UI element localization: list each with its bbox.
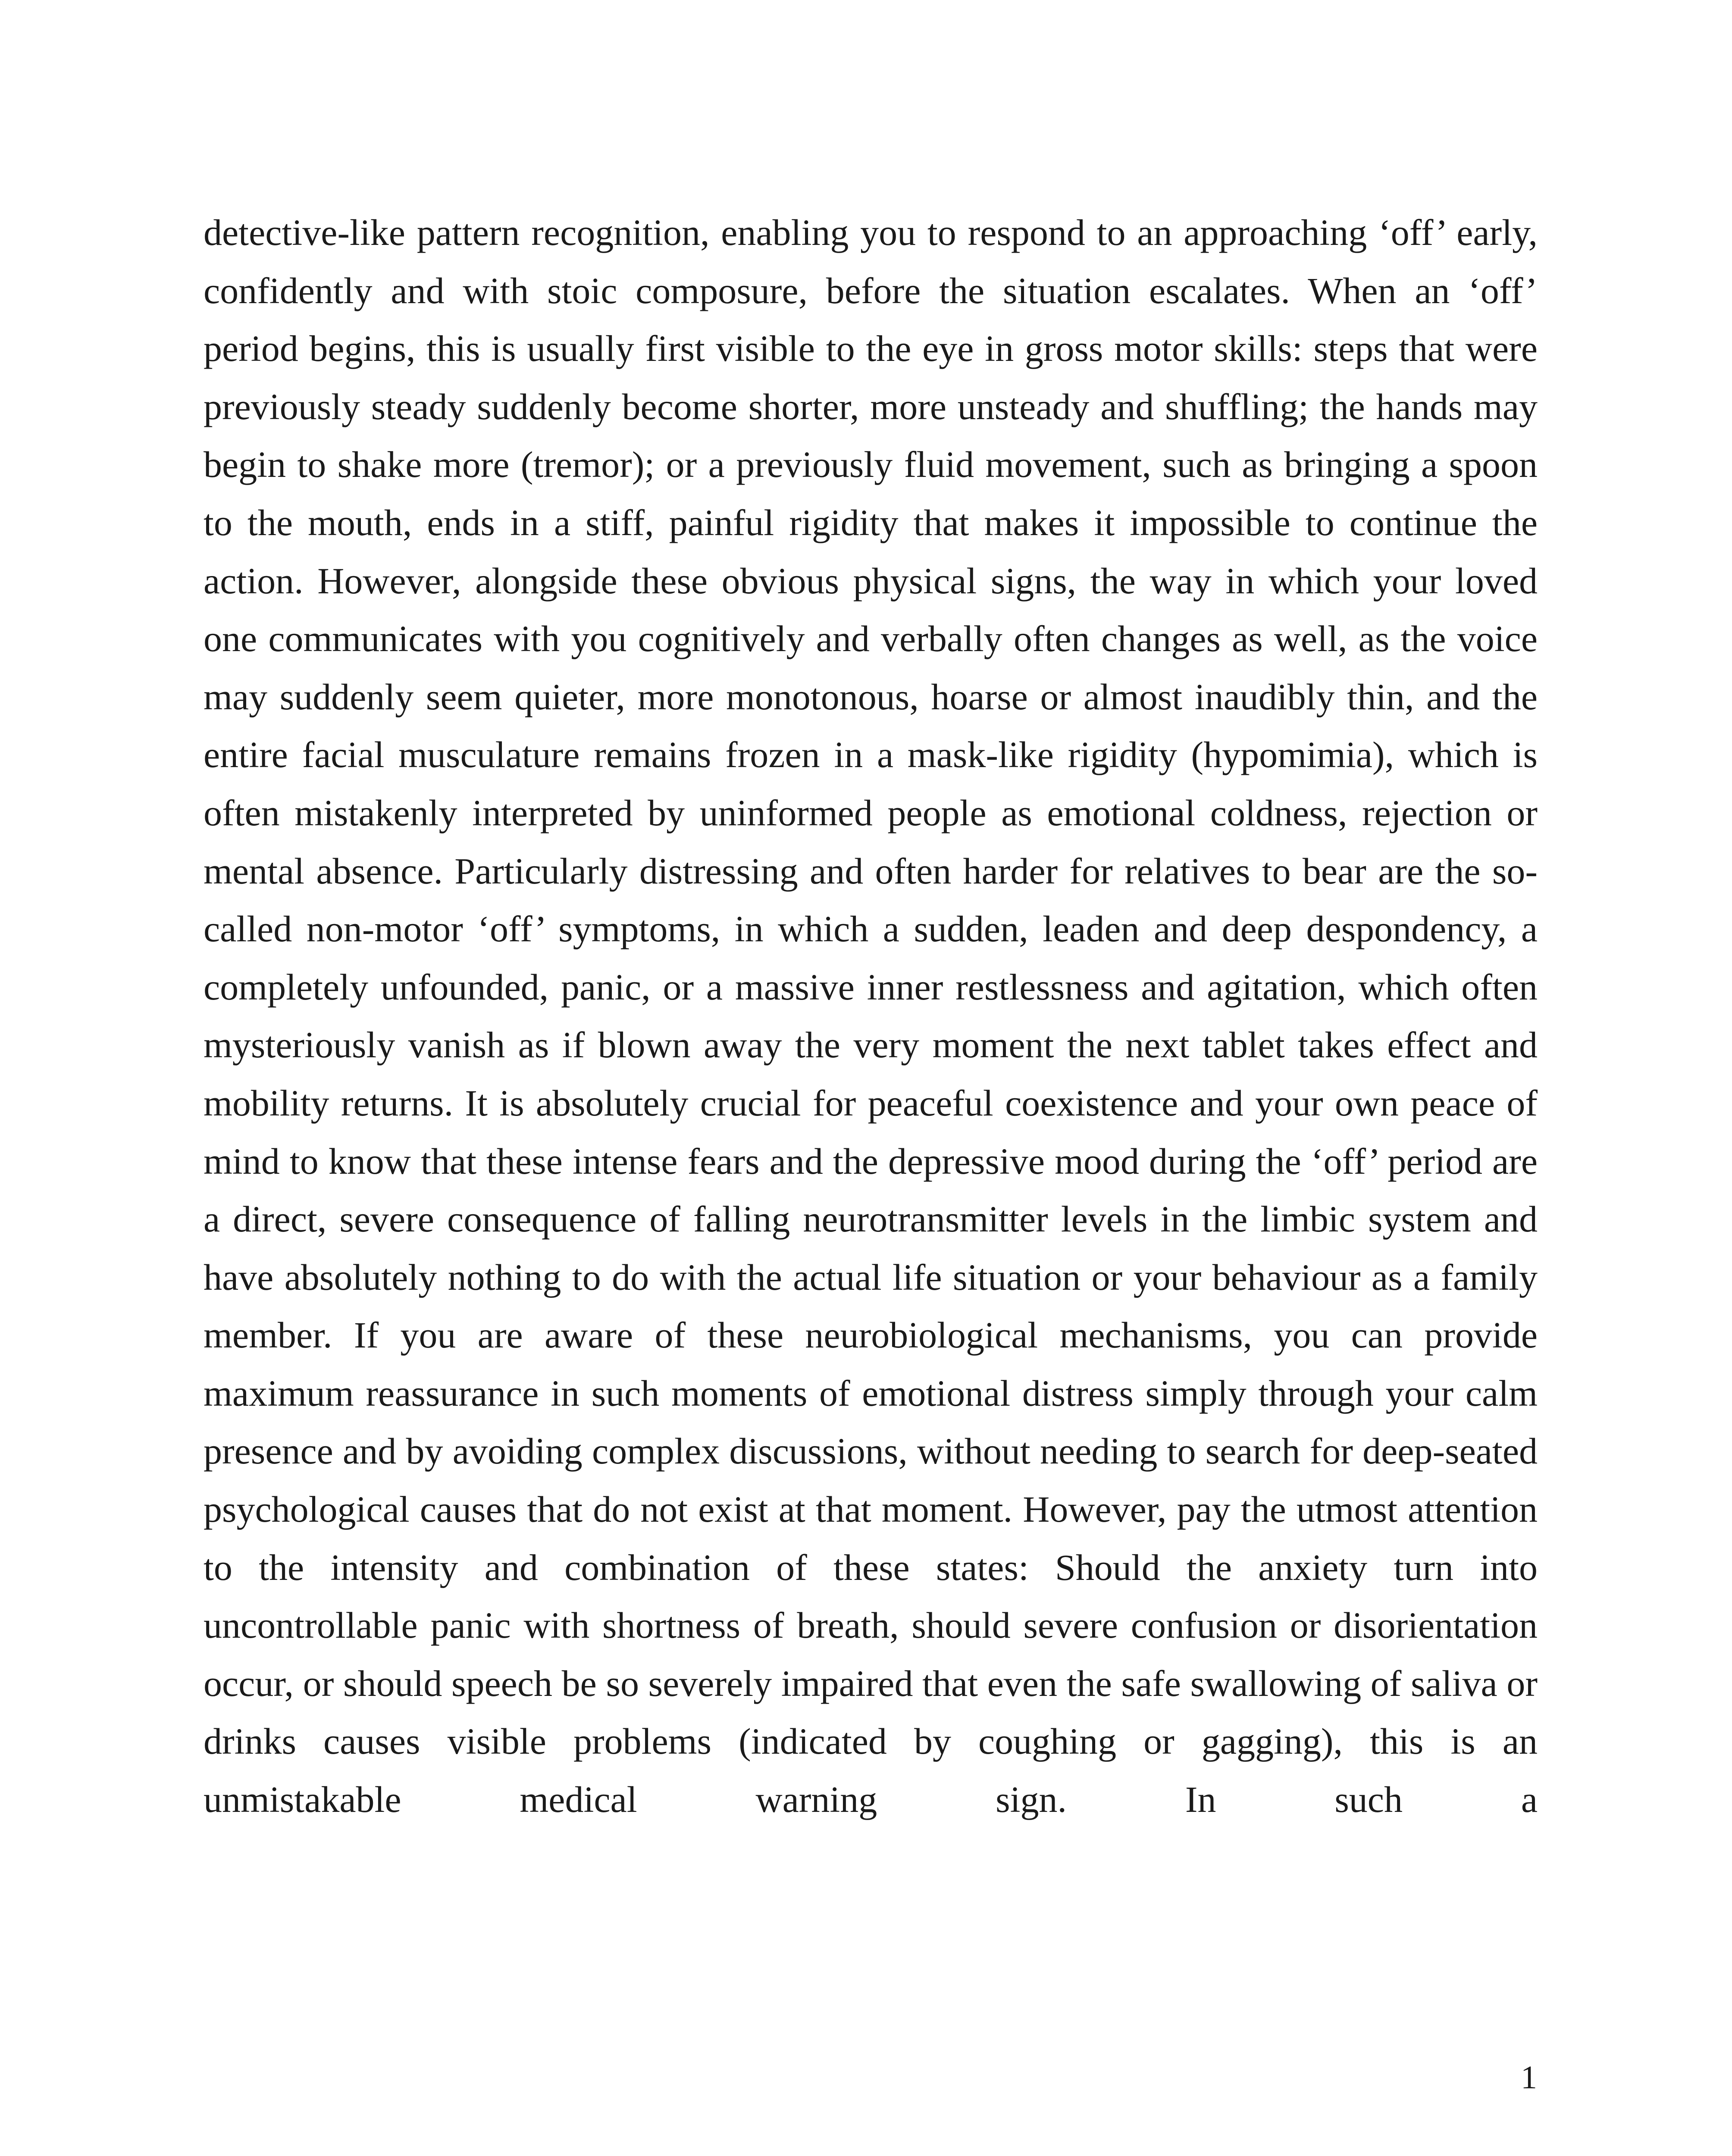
body-paragraph: detective-like pattern recognition, enabling you to respond to an approaching ‘off’ early, confidently and with stoic composure, before the situation escalates. When an ‘off’ period begins, this is usually first visible to the eye in gross motor skills: steps that were previously steady suddenly become shorter, more unsteady and shuffling; the hands may begin to shake more (tremor); or a previously fluid movement, such as bringing a spoon to the mouth, ends in a stiff, painful rigidity that makes it impossible to continue the action. However, alongside these obvious physical signs, the way in which your loved one communicates with you cognitively and verbally often changes as well, as the voice may suddenly seem quieter, more monotonous, hoarse or almost inaudibly thin, and the entire facial musculature remains frozen in a mask-like rigidity (hypomimia), which is often mistakenly interpreted by uninformed people as emotional coldness, rejection or mental absence. Particularly distressing and often harder for relatives to bear are the so-called non-motor ‘off’ symptoms, in which a sudden, leaden and deep despondency, a completely unfounded, panic, or a massive inner restlessness and agitation, which often mysteriously vanish as if blown away the very moment the next tablet takes effect and mobility returns. It is absolutely crucial for peaceful coexistence and your own peace of mind to know that these intense fears and the depressive mood during the ‘off’ period are a direct, severe consequence of falling neurotransmitter levels in the limbic system and have absolutely nothing to do with the actual life situation or your behaviour as a family member. If you are aware of these neurobiological mechanisms, you can provide maximum reassurance in such moments of emotional distress simply through your calm presence and by avoiding complex discussions, without needing to search for deep-seated psychological causes that do not exist at that moment. However, pay the utmost attention to the intensity and combination of these states: Should the anxiety turn into uncontrollable panic with shortness of breath, should severe confusion or disorientation occur, or should speech be so severely impaired that even the safe swallowing of saliva or drinks causes visible problems (indicated by coughing or gagging), this is an unmistakable medical warning sign. In such a xyxy=(204,212,1538,1821)
page-number: 1 xyxy=(1521,2059,1537,2096)
